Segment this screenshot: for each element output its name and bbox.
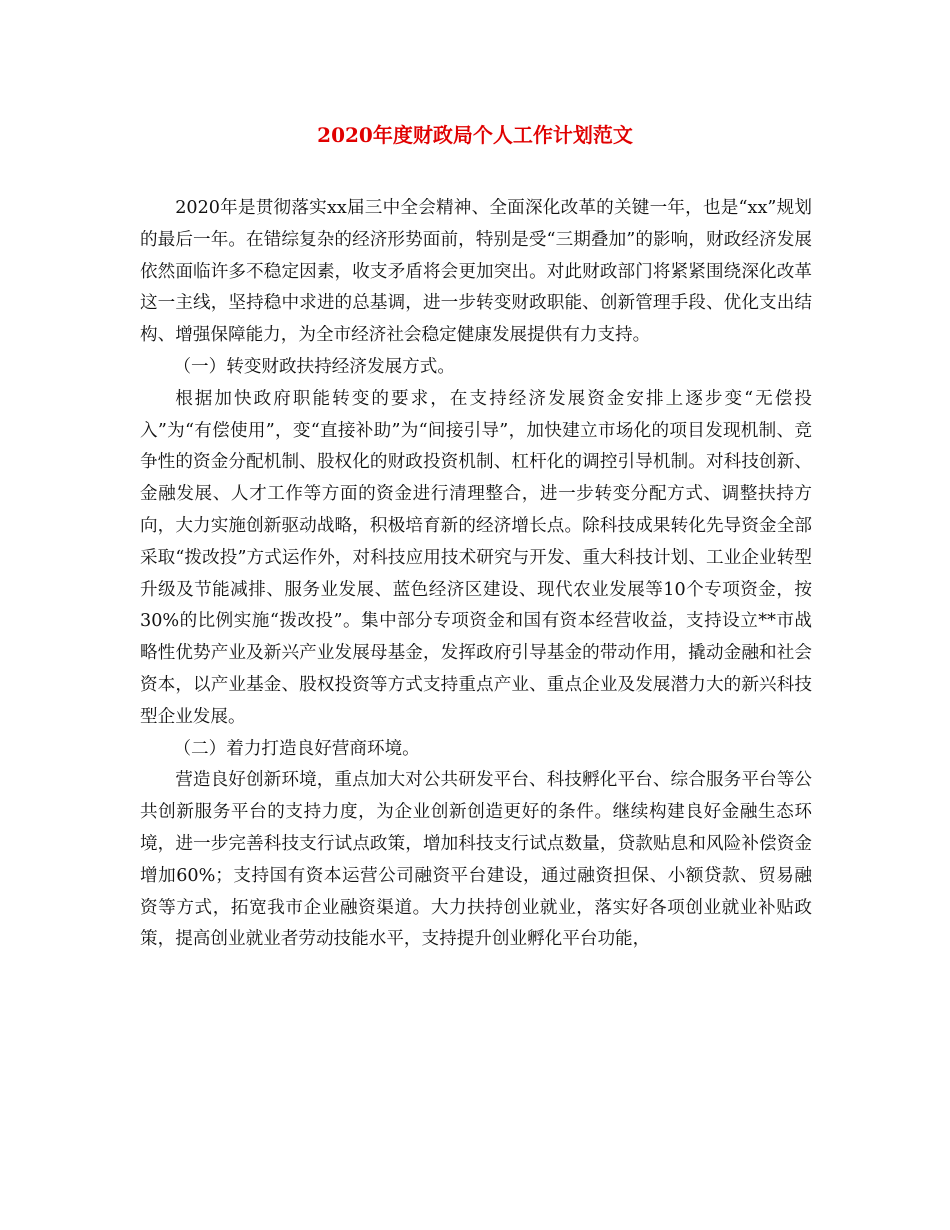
- section-1-paragraph: 根据加快政府职能转变的要求，在支持经济发展资金安排上逐步变“无偿投入”为“有偿使用”，变“直接补助”为“间接引导”，加快建立市场化的项目发现机制、竞争性的资金分配机制、股权化的财政投资机制、杠杆化的调控引导机制。对科技创新、金融发展、人才工作等方面的资金进行清理整合，进一步转变分配方式、调整扶持方向，大力实施创新驱动战略，积极培育新的经济增长点。除科技成果转化先导资金全部采取“拨改投”方式运作外，对科技应用技术研究与开发、重大科技计划、工业企业转型升级及节能减排、服务业发展、蓝色经济区建设、现代农业发展等10个专项资金，按30%的比例实施“拨改投”。集中部分专项资金和国有资本经营收益，支持设立**市战略性优势产业及新兴产业发展母基金，发挥政府引导基金的带动作用，撬动金融和社会资本，以产业基金、股权投资等方式支持重点产业、重点企业及发展潜力大的新兴科技型企业发展。: [140, 388, 812, 727]
- section-heading-2: （二）着力打造良好营商环境。: [173, 738, 420, 759]
- document-title: 2020年度财政局个人工作计划范文: [317, 123, 633, 147]
- document-body: [140, 193, 812, 956]
- intro-paragraph: 2020年是贯彻落实xx届三中全会精神、全面深化改革的关键一年，也是“xx”规划的最后一年。在错综复杂的经济形势面前，特别是受“三期叠加”的影响，财政经济发展依然面临许多不稳定因素，收支矛盾将会更加突出。对此财政部门将紧紧围绕深化改革这一主线，坚持稳中求进的总基调，进一步转变财政职能、创新管理手段、优化支出结构、增强保障能力，为全市经济社会稳定健康发展提供有力支持。: [140, 198, 812, 346]
- section-2-paragraph: 营造良好创新环境，重点加大对公共研发平台、科技孵化平台、综合服务平台等公共创新服务平台的支持力度，为企业创新创造更好的条件。继续构建良好金融生态环境，进一步完善科技支行试点政策，增加科技支行试点数量，贷款贴息和风险补偿资金增加60%；支持国有资本运营公司融资平台建设，通过融资担保、小额贷款、贸易融资等方式，拓宽我市企业融资渠道。大力扶持创业就业，落实好各项创业就业补贴政策，提高创业就业者劳动技能水平，支持提升创业孵化平台功能，: [140, 770, 812, 950]
- section-heading-1: （一）转变财政扶持经济发展方式。: [173, 356, 455, 377]
